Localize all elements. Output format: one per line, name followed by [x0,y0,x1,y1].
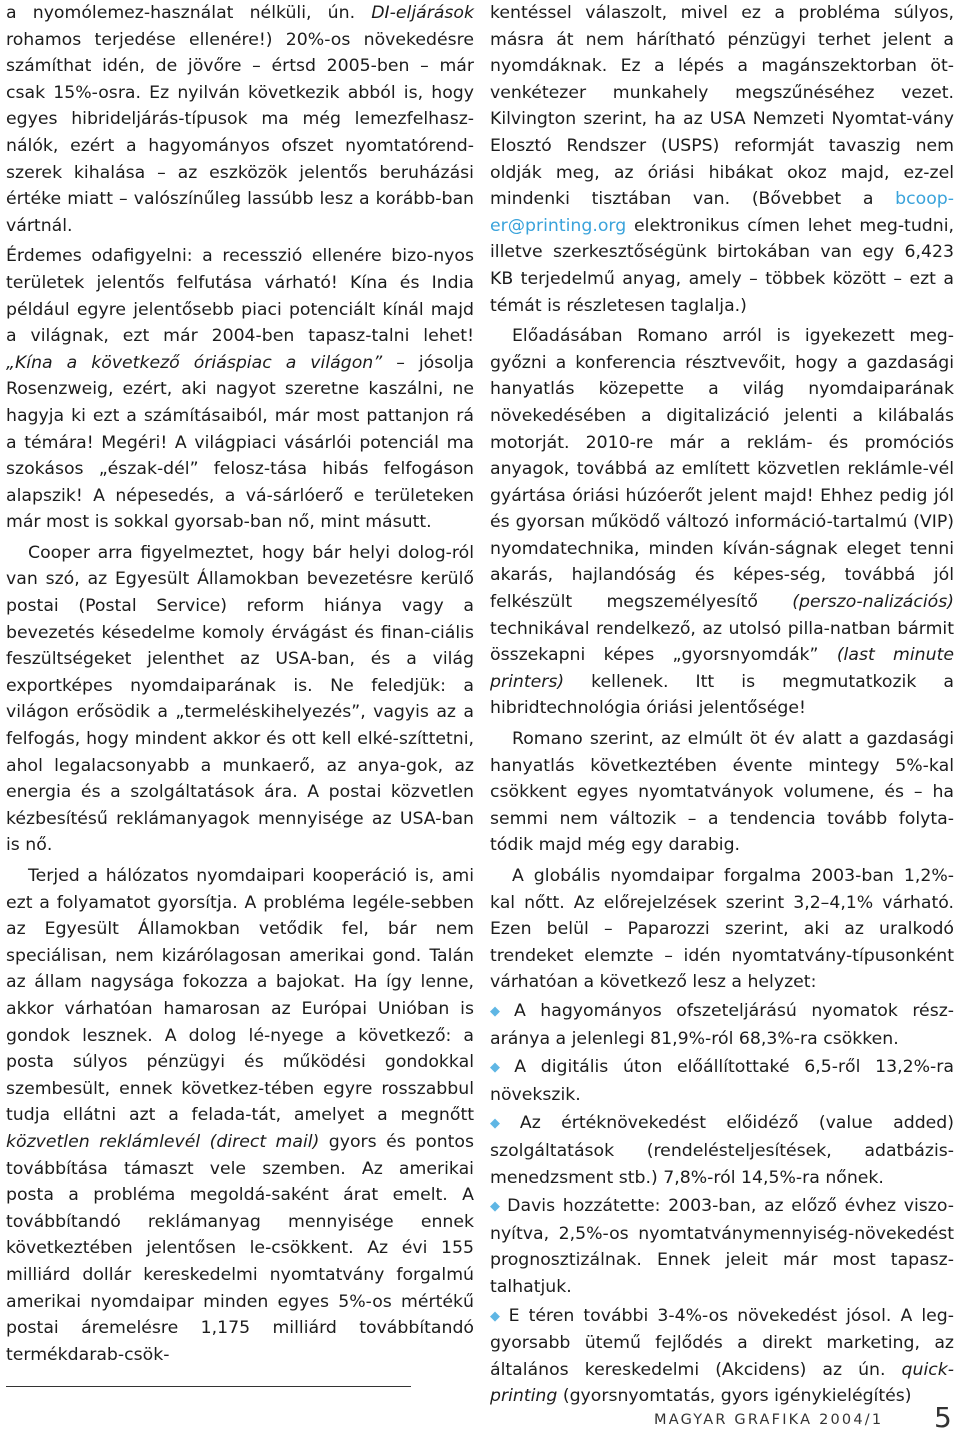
text-run: Érdemes odafigyelni: a recesszió ellenére bizo-nyos területek jelentős felfutása várható! Kína és India például egyre jelentősebb piaci potenciált kínál majd a világnak, ezt már 2004-ben tapasz-talni lehet! [6,246,474,347]
bullet-text [490,1306,954,1407]
text-run: kellenek. Itt is megmutatkozik a hibridtechnológia óriási jelentősége! [490,671,954,719]
text-run: (gyorsnyomtatás, gyors igénykielégítés) [557,1386,912,1407]
italic-text: DI-eljárások [371,3,474,23]
text-run: Az értéknövekedést előidéző (value added) szolgáltatások (rendelésteljesítések, adatbázis-menedzsment stb.) 7,8%-ról 14,5%-ra nőnek. [490,1113,955,1188]
bullet-text [490,1196,954,1297]
paragraph [6,863,474,1368]
text-run: a nyomólemez-használat nélküli, ún. [6,3,372,23]
bullet-item [490,1054,954,1108]
bullet-item [490,1193,954,1300]
italic-text: közvetlen reklámlevél (direct mail) [6,1131,320,1152]
italic-text: „Kína a következő óriáspiac a világon” [6,352,383,373]
left-column [6,0,474,1368]
text-run: Előadásában Romano arról is igyekezett meg-győzni a konferencia résztvevőit, hogy a gazdasági hanyatlás közepette a világ nyomdaiparának növekedésében a digitalizáció jelenti a kilábalás motorját. 2010-re már a reklám- és promóciós anyagok, továbbá az említett közvetlen reklámle-vél gyártása óriási húzóerőt jelent majd! Ehhez pedig jól és gyorsan működő változó információ-tartalmú (VIP) nyomdatechnika, minden kíván-ságnak eleget tenni akarás, hajlandóság és képes-ség, továbbá jól felkészült megszemélyesítő [490,326,954,613]
text-run: technikával rendelkező, az utolsó pilla-natban bármit összekapni képes „gyorsnyomdák” [490,618,954,666]
text-run: Cooper arra figyelmeztet, hogy bár helyi dolog-ról van szó, az Egyesült Államokban bevezetésre kerülő postai (Postal Service) reform hiánya vagy a bevezetés késedelme komoly érvágást és finan-ciális feszültségeket jelenthet az USA-ban, és a világ exportképes nyomdaiparának is. Ne feledjük: a világon erősödik a „termeléskihelyezés”, vagyis az a felfogás, hogy mindent akkor és ott kell elké-szíttetni, ahol legalacsonyabb a munkaerő, az anya-gok, az energia és a szolgáltatások ára. A postai közvetlen kézbesítésű reklámanyagok mennyisége az USA-ban is nő. [6,542,474,856]
paragraph [490,726,954,859]
diamond-bullet-icon: ◆ [490,1199,503,1215]
text-run: A digitális úton előállítottaké 6,5-ről 13,2%-ra növekszik. [490,1057,954,1105]
right-column [490,0,954,1410]
text-run: gyors és pontos továbbítása támaszt vele szemben. Az amerikai posta a probléma megoldá-saként árat emelt. A továbbítandó reklámanyag mennyisége ennek következtében jelentősen le-csökkent. Az évi 155 milliárd dollár kereskedelmi nyomtatvány forgalmú amerikai nyomdaipar minden egyes 5%-os mértékű postai áremelésre 1,175 milliárd továbbítandó termékdarab-csök- [6,1131,475,1365]
text-run: elektronikus címen lehet meg-tudni, illetve szerkesztőségünk birtokában van egy 6,423 KB terjedelmű anyag, amely – többek között – ezt a témát is részletesen taglalja.) [490,215,954,316]
italic-text: (last minute printers) [490,645,954,692]
diamond-bullet-icon: ◆ [490,1003,509,1019]
text-run: E téren további 3-4%-os növekedést jósol. A leg-gyorsabb ütemű fejlődés a direkt marketing, az általános kereskedelmi (Akcidens) az ún. [490,1305,954,1380]
paragraph [490,863,954,996]
paragraph [490,0,954,319]
bullet-item [490,1303,954,1410]
magazine-issue-label: MAGYAR GRAFIKA 2004/1 [654,1412,884,1428]
diamond-bullet-icon: ◆ [490,1060,510,1076]
bullet-text [490,1113,954,1187]
italic-text: (perszo-nalizációs) [792,592,954,613]
text-run: kentéssel válaszolt, mivel ez a probléma súlyos, másra át nem hárítható pénzügyi terhet jelent a nyomdáknak. Ez a lépés a magánszektorban öt-venkétezer munkahely megszűnéséhez vezet. Kilvington szerint, ha az USA Nemzeti Nyomtat-vány Elosztó Rendszer (USPS) reformját tavaszig nem oldják meg, az óriási hibákat okoz majd, ez-zel mindenki tisztában van. (Bővebbet a [490,3,954,210]
paragraph [6,0,474,239]
text-run: A hagyományos ofszeteljárású nyomatok rész-aránya a jelenlegi 81,9%-ról 68,3%-ra csökken. [490,1000,954,1049]
diamond-bullet-icon: ◆ [490,1116,515,1132]
bullet-text [490,1001,954,1049]
footer-divider [6,1386,411,1387]
bullet-item [490,1110,954,1191]
text-run: Terjed a hálózatos nyomdaipari kooperáció is, ami ezt a folyamatot gyorsítja. A probléma legéle-sebben az Egyesült Államokban vetődik fel, bár nem speciálisan, nem kizárólagosan amerikai gond. Talán az állam nagysága fokozza a bajokat. Ha így lenne, akkor várhatóan hamarosan az Európai Unióban is gondok lesznek. A dolog lé-nyege a következő: a posta súlyos pénzügyi és működési gondokkal szembesült, ennek következ-tében egyre rosszabbul tudja ellátni azt a felada-tát, amelyet a megnőtt [6,866,474,1126]
text-run: rohamos terjedése ellenére!) 20%-os növekedésre számíthat idén, de jövőre – értsd 2005-ben – már csak 15%-osra. Ez nyilván következik abból is, hogy egyes hibrideljárás-típusok ma még lemezfelhasz-nálók, ezért a hagyományos ofszet nyomtatórend-szerek kihalása – az eszközök jelentős beruházási értéke miatt – valószínűleg lassúbb lesz a korább-ban vártnál. [6,29,474,236]
email-link[interactable]: bcoop-er@printing.org [490,189,954,236]
italic-text: quick-printing [490,1359,954,1407]
page-number: 5 [934,1401,952,1434]
bullet-text [490,1057,954,1105]
text-run: – jósolja Rosenzweig, ezért, aki nagyot szeretne kaszálni, ne hagyja ki ezt a számításaiból, már most pattanjon rá a témára! Megéri! A világpiaci vásárlói potenciál ma szokásos „észak-dél” felosz-tása hibás felfogáson alapszik! A népesedés, a vá-sárlóerő e területeken már most is sokkal gyorsab-ban nő, mint másutt. [6,352,474,533]
text-run: Davis hozzátette: 2003-ban, az előző évhez viszo-nyítva, 2,5%-os nyomtatványmennyiség-növekedést prognosztizálnak. Ennek jeleit már most tapasz-talhatjuk. [490,1196,955,1297]
text-run: A globális nyomdaipar forgalma 2003-ban 1,2%-kal nőtt. Az előrejelzések szerint 3,2–4,1% várható. Ezen belül – Paparozzi szerint, aki az uralkodó trendeket elemzte – idén nyomtatvány-típusonként várhatóan a következő lesz a helyzet: [490,866,954,993]
paragraph [6,243,474,536]
paragraph [490,323,954,722]
text-run: Romano szerint, az elmúlt öt év alatt a gazdasági hanyatlás következtében évente mintegy 5%-kal csökkent egyes nyomtatványok volumene, és – ha semmi nem változik – a tendencia tovább folyta-tódik majd még egy darabig. [490,729,954,856]
diamond-bullet-icon: ◆ [490,1308,504,1324]
bullet-item [490,998,954,1052]
paragraph [6,540,474,859]
